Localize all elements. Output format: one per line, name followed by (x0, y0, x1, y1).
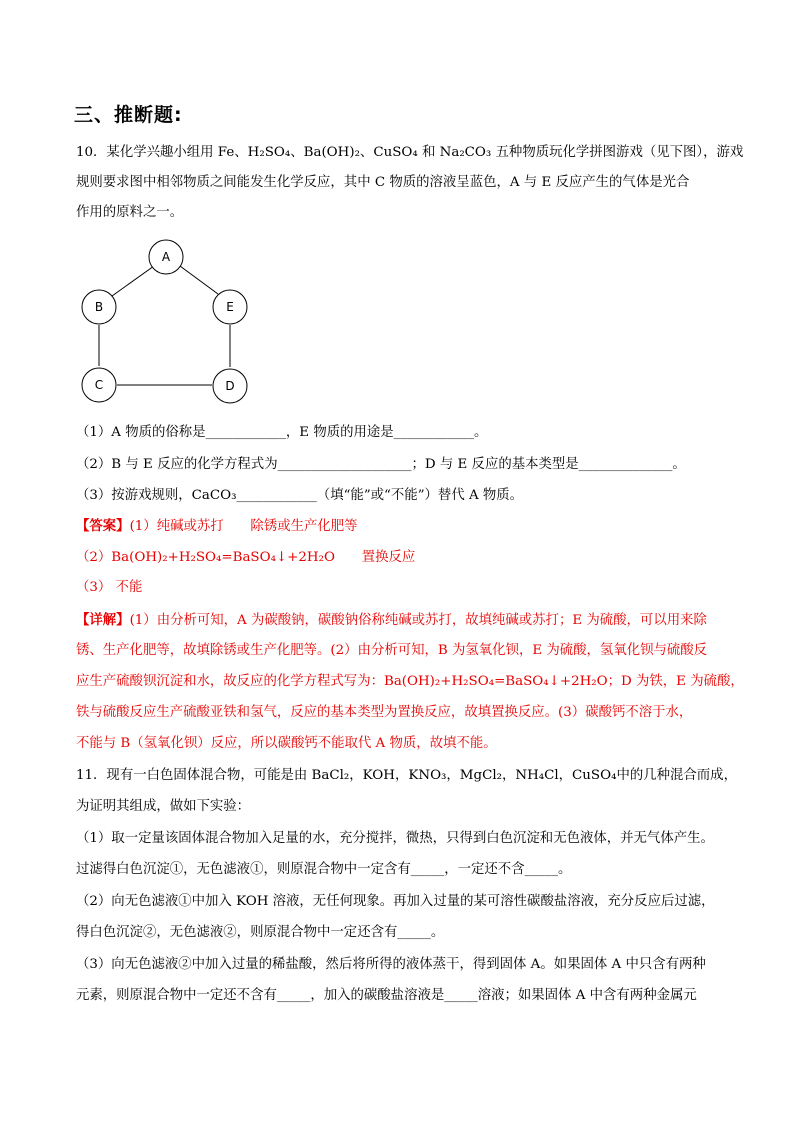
edge-a-e (180, 266, 218, 294)
q11-line-4: 过滤得白色沉淀①，无色滤液①，则原混合物中一定含有_____，一定还不含_____。 (76, 862, 572, 877)
q11-line-1: 11．现有一白色固体混合物，可能是由 BaCl₂，KOH，KNO₃，MgCl₂，NH₄Cl，CuSO₄中的几种混合而成， (76, 768, 737, 783)
q10-line-3: 作用的原料之一。 (76, 205, 184, 220)
node-a-label: A (161, 250, 171, 264)
q10-sub-3: （3）按游戏规则，CaCO₃____________（填“能”或“不能”）替代 A 物质。 (76, 488, 524, 503)
answer-tag: 【答案】 (76, 518, 130, 534)
answer-2: （2）Ba(OH)₂+H₂SO₄=BaSO₄↓+2H₂O 置换反应 (76, 550, 416, 565)
answer-line-1 (76, 516, 726, 537)
detail-line-3: 应生产硫酸钡沉淀和水，故反应的化学方程式写为：Ba(OH)₂+H₂SO₄=BaSO₄↓+2H₂O；D 为铁，E 为硫酸， (76, 674, 744, 689)
q10-line-2: 规则要求图中相邻物质之间能发生化学反应，其中 C 物质的溶液呈蓝色，A 与 E 反应产生的气体是光合 (76, 175, 690, 190)
detail-text-1: (1）由分析可知，A 为碳酸钠，碳酸钠俗称纯碱或苏打，故填纯碱或苏打；E 为硫酸，可以用来除 (129, 613, 707, 628)
node-d-label: D (225, 379, 235, 393)
detail-line-5: 不能与 B（氢氧化钡）反应，所以碳酸钙不能取代 A 物质，故填不能。 (76, 736, 497, 751)
node-b-label: B (94, 300, 104, 314)
q11-line-7: （3）向无色滤液②中加入过量的稀盐酸，然后将所得的液体蒸干，得到固体 A。如果固体 A 中只含有两种 (76, 957, 706, 972)
detail-line-1 (76, 610, 726, 631)
puzzle-diagram (70, 230, 270, 410)
detail-line-2: 锈、生产化肥等，故填除锈或生产化肥等。(2）由分析可知，B 为氢氧化钡，E 为硫酸，氢氧化钡与硫酸反 (76, 643, 708, 658)
answer-1: (1）纯碱或苏打 除锈或生产化肥等 (129, 519, 358, 534)
q11-line-8: 元素，则原混合物中一定还不含有_____，加入的碳酸盐溶液是_____溶液；如果固体 A 中含有两种金属元 (76, 988, 697, 1003)
q11-line-3: （1）取一定量该固体混合物加入足量的水，充分搅拌，微热，只得到白色沉淀和无色液体，并无气体产生。 (76, 831, 714, 846)
answer-3: （3） 不能 (76, 580, 143, 595)
q11-line-2: 为证明其组成，做如下实验： (76, 799, 251, 814)
detail-tag: 【详解】 (76, 612, 130, 628)
node-e-label: E (226, 300, 234, 314)
q10-line-1: 10．某化学兴趣小组用 Fe、H₂SO₄、Ba(OH)₂、CuSO₄ 和 Na₂CO₃ 五种物质玩化学拼图游戏（见下图），游戏 (76, 145, 744, 160)
section-title: 三、推断题: (74, 104, 183, 126)
q11-line-6: 得白色沉淀②，无色滤液②，则原混合物中一定还含有_____。 (76, 925, 445, 940)
edge-a-b (112, 266, 154, 296)
q11-line-5: （2）向无色滤液①中加入 KOH 溶液，无任何现象。再加入过量的某可溶性碳酸盐溶液，充分反应后过滤， (76, 894, 715, 909)
node-c-label: C (94, 378, 104, 392)
q10-sub-1: （1）A 物质的俗称是____________，E 物质的用途是____________。 (76, 425, 488, 440)
q10-sub-2: （2）B 与 E 反应的化学方程式为____________________；D 与 E 反应的基本类型是______________。 (76, 457, 686, 472)
detail-line-4: 铁与硫酸反应生产硫酸亚铁和氢气，反应的基本类型为置换反应，故填置换反应。(3）碳酸钙不溶于水， (76, 705, 693, 720)
